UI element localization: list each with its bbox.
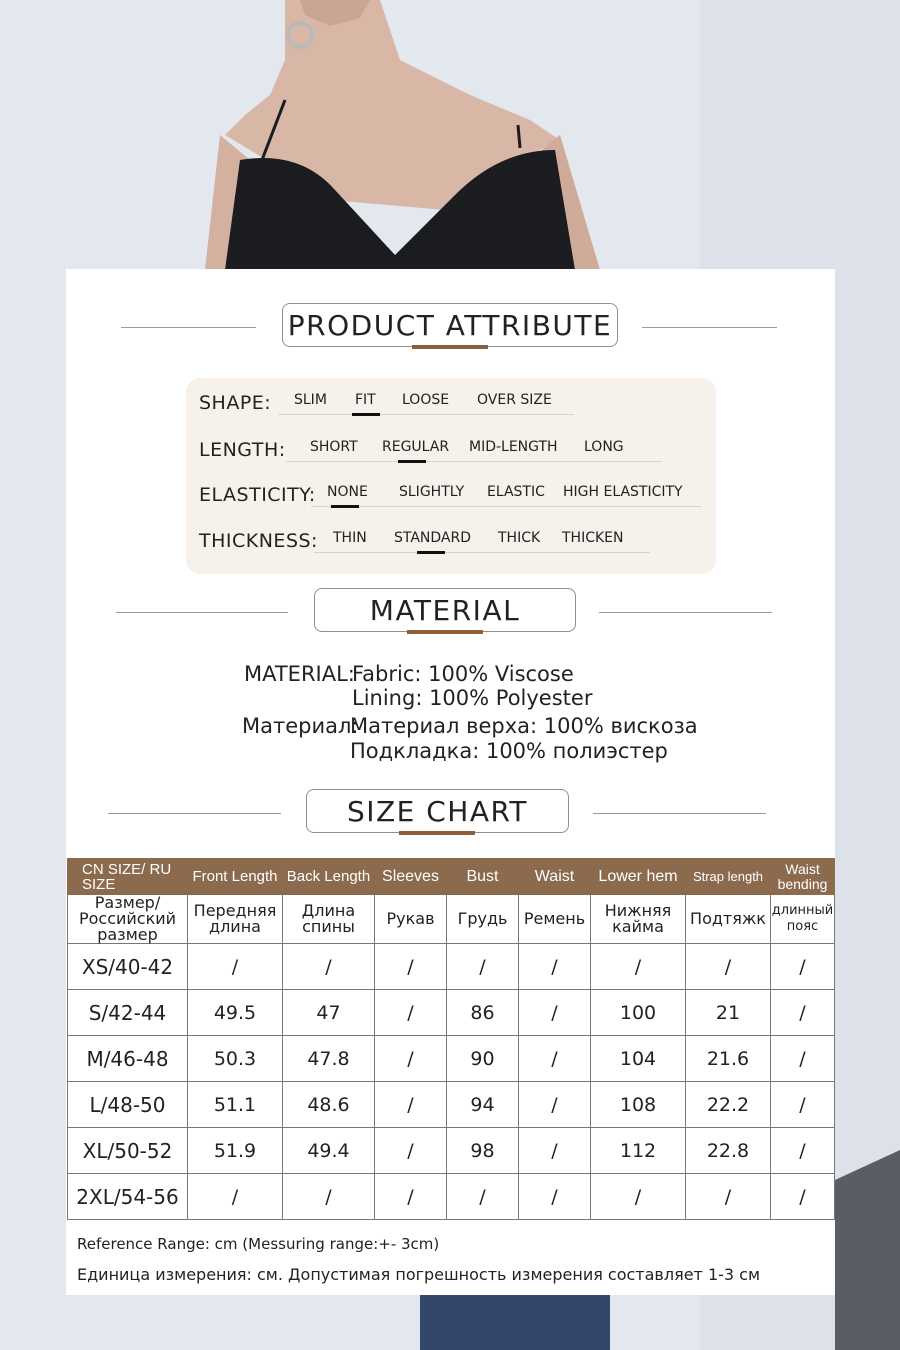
- table-row: [68, 944, 835, 990]
- size-cell: M/46-48: [68, 1036, 188, 1082]
- measure-cell: /: [591, 1174, 686, 1220]
- col-header-waist-bending: Waist bending: [771, 859, 835, 895]
- option-regular: REGULAR: [382, 439, 450, 455]
- selected-marker: [331, 505, 359, 508]
- measure-cell: 50.3: [188, 1036, 283, 1082]
- measure-cell: /: [771, 1036, 835, 1082]
- measure-cell: 108: [591, 1082, 686, 1128]
- size-chart-table: [67, 858, 835, 1220]
- divider-line: [593, 813, 766, 814]
- divider-line: [599, 612, 772, 613]
- measure-cell: /: [375, 1036, 447, 1082]
- measure-cell: /: [686, 1174, 771, 1220]
- option-slim: SLIM: [294, 392, 327, 408]
- divider-line: [116, 612, 288, 613]
- option-high-elasticity: HIGH ELASTICITY: [563, 484, 683, 500]
- table-row: [68, 1036, 835, 1082]
- material-fabric-en: Fabric: 100% Viscose: [352, 662, 574, 686]
- measure-cell: /: [519, 1174, 591, 1220]
- measure-cell: /: [375, 1174, 447, 1220]
- measure-cell: /: [447, 944, 519, 990]
- attr-label: THICKNESS:: [199, 530, 318, 552]
- measure-cell: /: [375, 1082, 447, 1128]
- measure-cell: /: [188, 944, 283, 990]
- option-slightly: SLIGHTLY: [399, 484, 465, 500]
- table-row: [68, 990, 835, 1036]
- attr-baseline: [314, 552, 650, 553]
- option-long: LONG: [584, 439, 624, 455]
- section-title: MATERIAL: [314, 588, 576, 632]
- option-thin: THIN: [333, 530, 367, 546]
- reference-note-en: Reference Range: cm (Messuring range:+- 3cm): [77, 1235, 440, 1253]
- attr-baseline: [311, 506, 701, 507]
- header-row-ru: [68, 895, 835, 944]
- title-underline: [412, 345, 488, 349]
- reference-note-ru: Единица измерения: см. Допустимая погрешность измерения составляет 1-3 см: [77, 1265, 761, 1284]
- material-fabric-ru: Материал верха: 100% вискоза: [350, 714, 698, 738]
- col-header-bust: Bust: [447, 859, 519, 895]
- col-header-front-length-ru: Передняя длина: [188, 895, 283, 944]
- col-header-size-ru: Размер/ Российский размер: [68, 895, 188, 944]
- table-row: [68, 1082, 835, 1128]
- measure-cell: 22.2: [686, 1082, 771, 1128]
- measure-cell: /: [188, 1174, 283, 1220]
- col-header-bust-ru: Грудь: [447, 895, 519, 944]
- attr-baseline: [278, 414, 574, 415]
- measure-cell: 86: [447, 990, 519, 1036]
- selected-marker: [398, 460, 426, 463]
- attr-row-length: [186, 431, 716, 471]
- attr-label: SHAPE:: [199, 392, 272, 414]
- option-loose: LOOSE: [402, 392, 450, 408]
- measure-cell: /: [519, 1036, 591, 1082]
- selected-marker: [417, 551, 445, 554]
- measure-cell: /: [283, 944, 375, 990]
- measure-cell: /: [519, 1128, 591, 1174]
- col-header-sleeves: Sleeves: [375, 859, 447, 895]
- option-none: NONE: [327, 484, 368, 500]
- measure-cell: 112: [591, 1128, 686, 1174]
- material-heading: [66, 588, 835, 638]
- measure-cell: 51.1: [188, 1082, 283, 1128]
- measure-cell: /: [771, 944, 835, 990]
- col-header-front-length: Front Length: [188, 859, 283, 895]
- col-header-size: CN SIZE/ RU SIZE: [68, 859, 188, 895]
- material-label-en: MATERIAL:: [244, 662, 355, 686]
- title-underline: [399, 831, 475, 835]
- material-lining-en: Lining: 100% Polyester: [352, 686, 593, 710]
- measure-cell: 98: [447, 1128, 519, 1174]
- measure-cell: /: [771, 990, 835, 1036]
- col-header-strap-length: Strap length: [686, 859, 771, 895]
- table-row: [68, 1174, 835, 1220]
- attr-row-shape: [186, 384, 716, 424]
- attr-row-elasticity: [186, 476, 716, 516]
- measure-cell: /: [375, 990, 447, 1036]
- product-attribute-heading: [66, 303, 835, 353]
- measure-cell: 94: [447, 1082, 519, 1128]
- header-row-en: [68, 859, 835, 895]
- product-info-card: [66, 269, 835, 1295]
- attr-baseline: [286, 461, 662, 462]
- attribute-panel: [186, 378, 716, 574]
- col-header-back-length: Back Length: [283, 859, 375, 895]
- option-thicken: THICKEN: [562, 530, 624, 546]
- col-header-waist-bending-ru: длинный пояс: [771, 895, 835, 944]
- measure-cell: /: [686, 944, 771, 990]
- option-mid-length: MID-LENGTH: [469, 439, 558, 455]
- size-rows: [68, 944, 835, 1220]
- material-label-ru: Материал:: [242, 714, 359, 738]
- col-header-lower-hem-ru: Нижняя кайма: [591, 895, 686, 944]
- col-header-waist-ru: Ремень: [519, 895, 591, 944]
- option-thick: THICK: [498, 530, 541, 546]
- measure-cell: /: [519, 1082, 591, 1128]
- measure-cell: 21.6: [686, 1036, 771, 1082]
- divider-line: [108, 813, 281, 814]
- measure-cell: 47.8: [283, 1036, 375, 1082]
- col-header-sleeves-ru: Рукав: [375, 895, 447, 944]
- measure-cell: 100: [591, 990, 686, 1036]
- col-header-strap-length-ru: Подтяжк: [686, 895, 771, 944]
- col-header-waist: Waist: [519, 859, 591, 895]
- size-cell: S/42-44: [68, 990, 188, 1036]
- measure-cell: /: [375, 944, 447, 990]
- measure-cell: /: [771, 1082, 835, 1128]
- table-row: [68, 1128, 835, 1174]
- measure-cell: 49.5: [188, 990, 283, 1036]
- measure-cell: 49.4: [283, 1128, 375, 1174]
- material-lining-ru: Подкладка: 100% полиэстер: [350, 739, 668, 763]
- measure-cell: /: [771, 1128, 835, 1174]
- divider-line: [642, 327, 777, 328]
- measure-cell: 48.6: [283, 1082, 375, 1128]
- option-fit: FIT: [355, 392, 376, 408]
- divider-line: [121, 327, 256, 328]
- measure-cell: 104: [591, 1036, 686, 1082]
- col-header-back-length-ru: Длина спины: [283, 895, 375, 944]
- measure-cell: /: [519, 944, 591, 990]
- measure-cell: /: [375, 1128, 447, 1174]
- measure-cell: /: [447, 1174, 519, 1220]
- measure-cell: 22.8: [686, 1128, 771, 1174]
- option-elastic: ELASTIC: [487, 484, 545, 500]
- size-cell: XL/50-52: [68, 1128, 188, 1174]
- section-title: SIZE CHART: [306, 789, 569, 833]
- attr-label: LENGTH:: [199, 439, 286, 461]
- measure-cell: /: [283, 1174, 375, 1220]
- size-chart-heading: [66, 789, 835, 839]
- attr-row-thickness: [186, 522, 716, 562]
- size-cell: 2XL/54-56: [68, 1174, 188, 1220]
- size-cell: XS/40-42: [68, 944, 188, 990]
- measure-cell: 47: [283, 990, 375, 1036]
- section-title: PRODUCT ATTRIBUTE: [282, 303, 618, 347]
- selected-marker: [352, 413, 380, 416]
- col-header-lower-hem: Lower hem: [591, 859, 686, 895]
- measure-cell: /: [519, 990, 591, 1036]
- measure-cell: 51.9: [188, 1128, 283, 1174]
- option-short: SHORT: [310, 439, 358, 455]
- measure-cell: 90: [447, 1036, 519, 1082]
- title-underline: [407, 630, 483, 634]
- attr-label: ELASTICITY:: [199, 484, 316, 506]
- option-standard: STANDARD: [394, 530, 472, 546]
- measure-cell: /: [771, 1174, 835, 1220]
- option-over-size: OVER SIZE: [477, 392, 552, 408]
- measure-cell: /: [591, 944, 686, 990]
- size-cell: L/48-50: [68, 1082, 188, 1128]
- measure-cell: 21: [686, 990, 771, 1036]
